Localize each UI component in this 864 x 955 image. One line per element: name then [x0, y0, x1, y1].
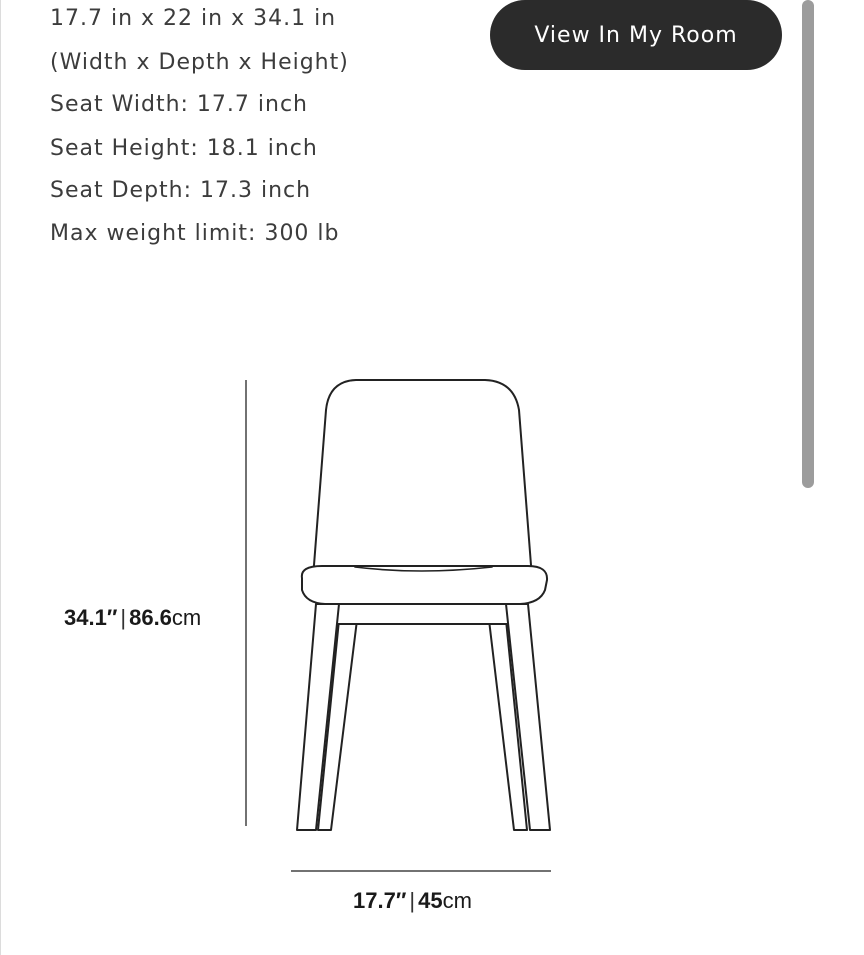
seat-height: Seat Height: 18.1 inch: [50, 136, 318, 161]
seat-width: Seat Width: 17.7 inch: [50, 92, 308, 117]
overall-dimensions: 17.7 in x 22 in x 34.1 in: [50, 6, 337, 31]
height-inches: 34.1: [64, 605, 107, 630]
max-weight-limit: Max weight limit: 300 lb: [50, 221, 340, 246]
width-dimension-label: [353, 888, 472, 914]
height-cm-value: 86.6: [129, 605, 172, 630]
width-separator: |: [409, 888, 416, 913]
chair-backrest: [313, 380, 532, 578]
height-separator: |: [120, 605, 127, 630]
width-inch-mark: ″: [395, 888, 407, 913]
seat-depth: Seat Depth: 17.3 inch: [50, 178, 312, 203]
height-cm-unit: cm: [171, 605, 202, 630]
height-inch-mark: ″: [106, 605, 118, 630]
width-cm-value: 45: [418, 888, 443, 913]
height-dimension-label: [64, 605, 201, 631]
width-cm-unit: cm: [442, 888, 472, 913]
dimensions-legend: (Width x Depth x Height): [50, 50, 349, 75]
width-inches: 17.7: [353, 888, 396, 913]
chair-drawing: [297, 380, 550, 830]
view-in-my-room-button[interactable]: View In My Room: [490, 0, 782, 70]
